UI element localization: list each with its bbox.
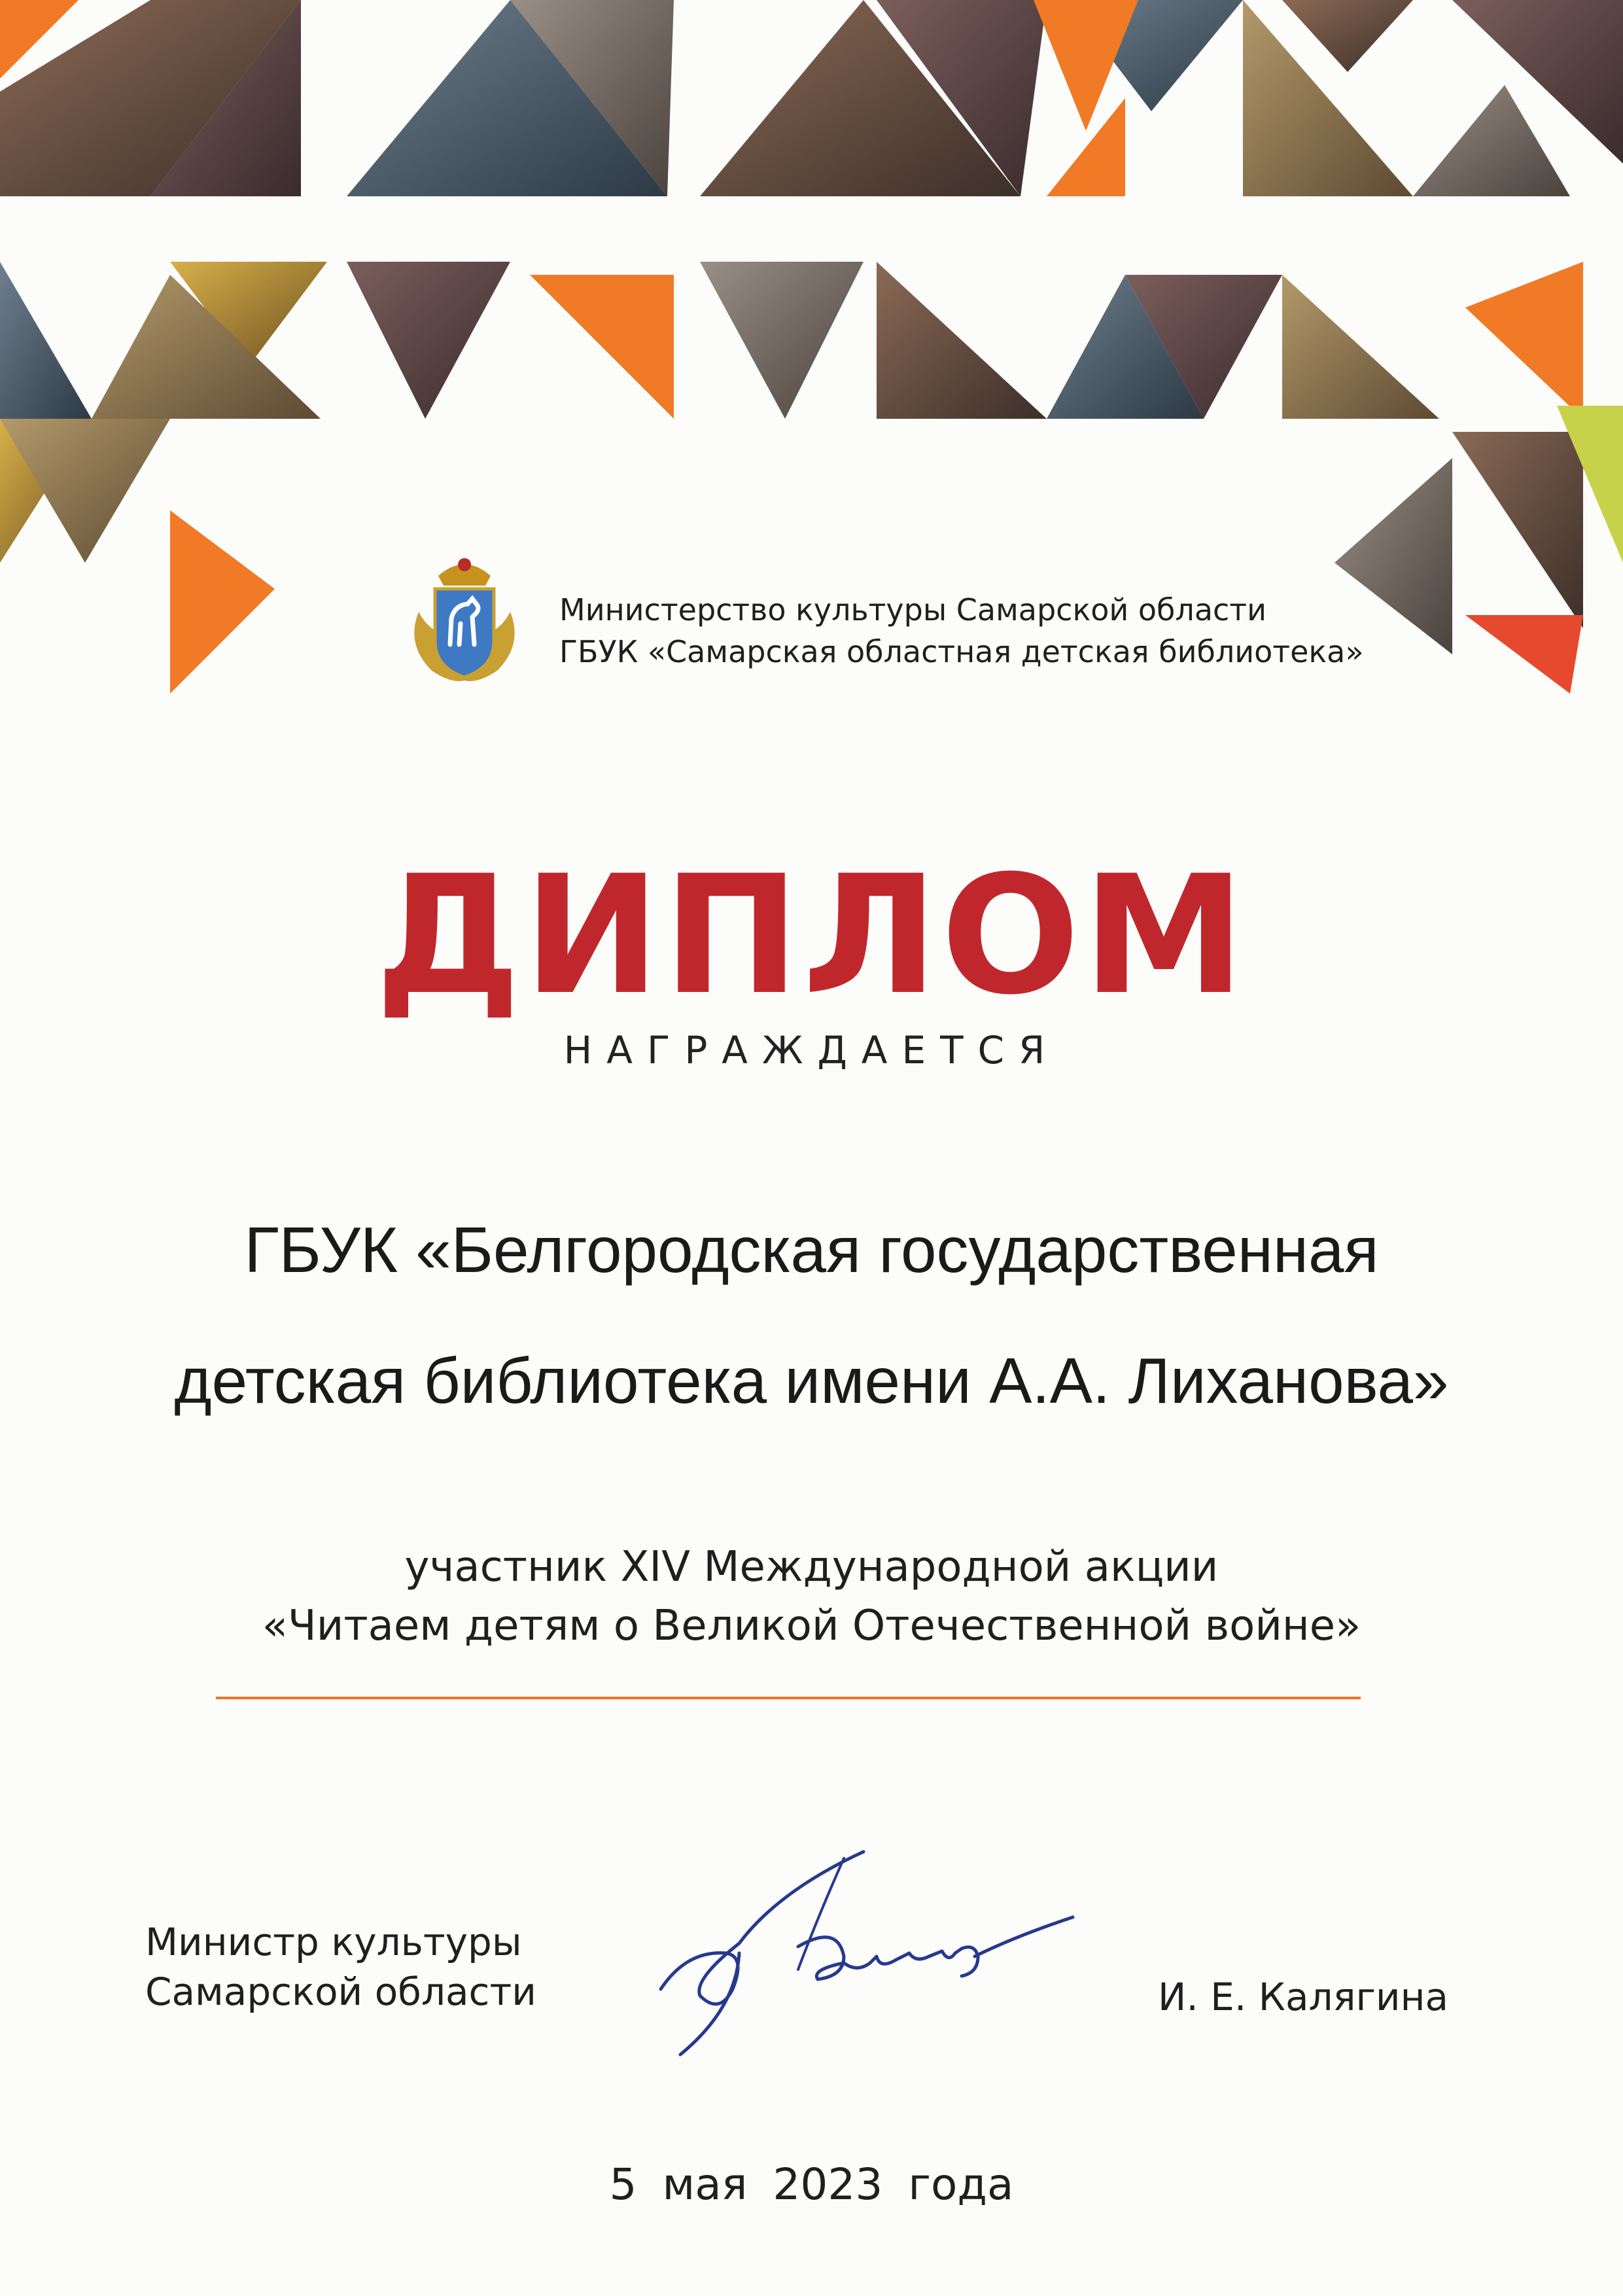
photo-tile	[0, 262, 92, 419]
photo-tile	[700, 262, 864, 419]
orange-triangle	[1465, 262, 1583, 419]
diploma-title: ДИПЛОМ	[375, 840, 1248, 1031]
recipient-name	[0, 1184, 1623, 1446]
participation-text	[0, 1538, 1623, 1655]
photo-tile	[1465, 615, 1583, 694]
divider-line	[216, 1697, 1361, 1699]
library-name: ГБУК «Самарская областная детская библиотека»	[559, 634, 1364, 669]
photo-tile	[347, 262, 510, 419]
samara-coat-of-arms-icon	[399, 540, 530, 690]
photo-tile	[1282, 0, 1413, 72]
signatory-role	[145, 1917, 536, 2017]
signatory-role-line-2: Самарской области	[145, 1969, 536, 2014]
orange-triangle	[170, 510, 275, 694]
organizer-block	[559, 589, 1364, 673]
signatory-name: И. Е. Калягина	[1158, 1975, 1449, 2019]
handwritten-signature	[648, 1839, 1079, 2081]
photo-tile	[1282, 275, 1439, 419]
photo-tile	[1452, 432, 1583, 628]
orange-triangle	[530, 275, 674, 419]
recipient-line-1: ГБУК «Белгородская государственная	[244, 1214, 1379, 1286]
recipient-line-2: детская библиотека имени А.А. Лиханова»	[174, 1345, 1449, 1417]
participation-line-2: «Читаем детям о Великой Отечественной войне»	[262, 1602, 1361, 1650]
signatory-role-line-1: Министр культуры	[145, 1920, 522, 1964]
photo-tile	[877, 262, 1047, 419]
photo-tile	[1413, 85, 1570, 196]
ministry-name: Министерство культуры Самарской области	[559, 592, 1266, 627]
awarded-label: НАГРАЖДАЕТСЯ	[563, 1028, 1060, 1072]
participation-line-1: участник XIV Международной акции	[404, 1543, 1219, 1591]
issue-date: 5 мая 2023 года	[609, 2159, 1014, 2210]
